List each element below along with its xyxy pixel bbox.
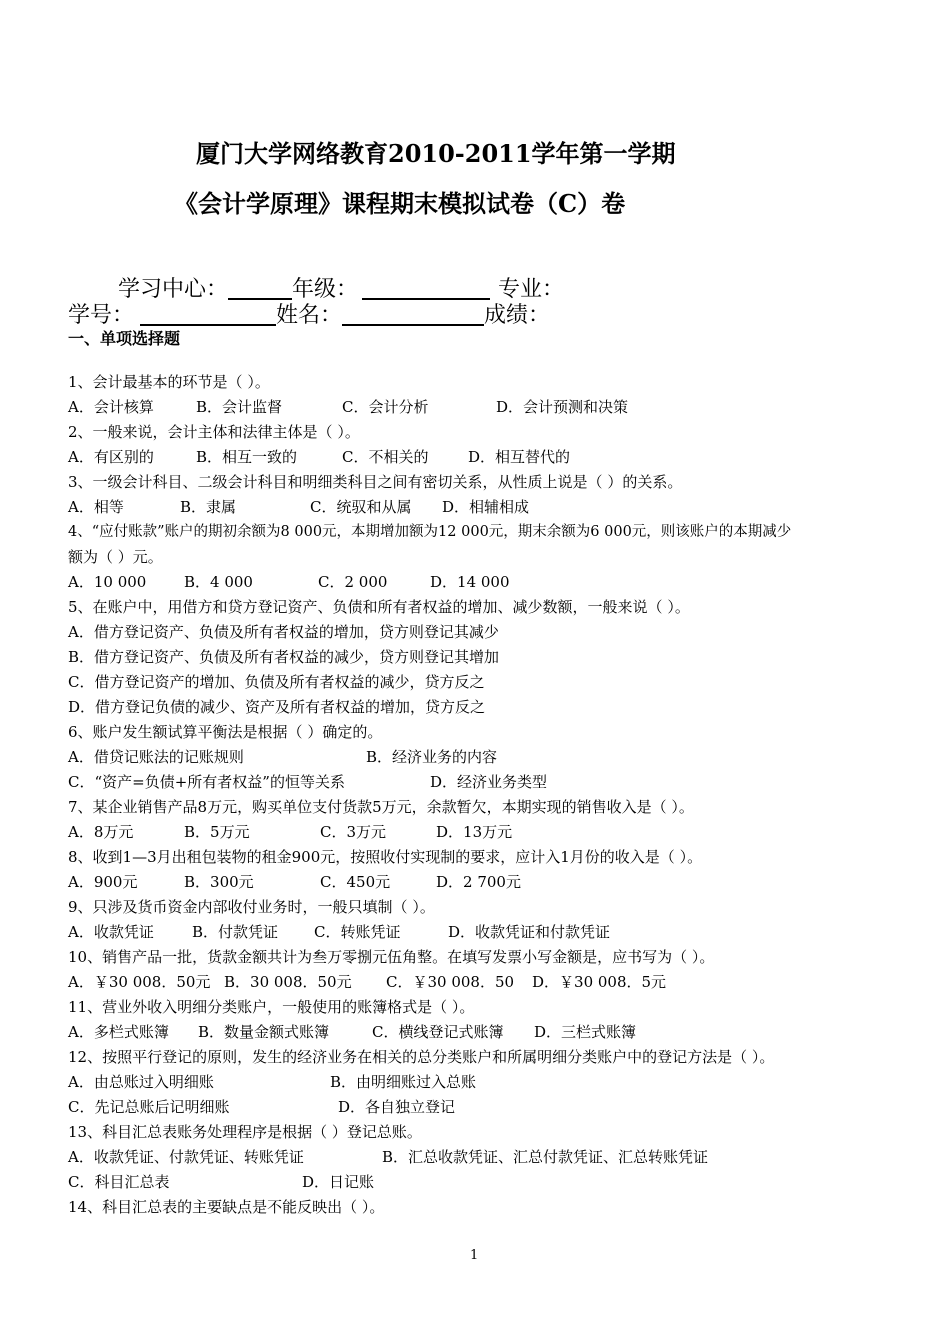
option-c: C．不相关的 [342, 448, 429, 466]
option-d: D．借方登记负债的减少、资产及所有者权益的增加，贷方反之 [68, 698, 486, 716]
option-b: B．300元 [184, 873, 254, 891]
option-a: A．会计核算 [68, 398, 154, 416]
option-d: D．会计预测和决策 [496, 398, 629, 416]
question-stem: 12、按照平行登记的原则，发生的经济业务在相关的总分类账户和所属明细分类账户中的登记方法是（ ）。 [68, 1048, 775, 1066]
grade-label: 年级： [292, 277, 359, 302]
option-d: D．2 700元 [436, 873, 521, 891]
question-stem: 4、“应付账款”账户的期初余额为8 000元，本期增加额为12 000元，期末余额为6 000元，则该账户的本期减少 [68, 524, 792, 540]
section-title: 一、单项选择题 [68, 329, 181, 348]
option-b: B．隶属 [180, 498, 237, 516]
question-list [68, 370, 898, 1220]
question-options [68, 920, 898, 945]
question-options [68, 1145, 898, 1170]
question-options [68, 820, 898, 845]
option-c: C．统驭和从属 [310, 498, 412, 516]
option-b: B．汇总收款凭证、汇总付款凭证、汇总转账凭证 [382, 1148, 709, 1166]
option-a: A．10 000 [68, 573, 147, 591]
score-label: 成绩： [484, 303, 551, 328]
question-options [68, 970, 898, 995]
option-d: D．各自独立登记 [338, 1098, 456, 1116]
option-b: B．由明细账过入总账 [330, 1073, 477, 1091]
question-stem: 9、只涉及货币资金内部收付业务时，一般只填制（ ）。 [68, 898, 435, 916]
option-c: C．￥30 008．50 [386, 973, 515, 991]
question-stem: 3、一级会计科目、二级会计科目和明细类科目之间有密切关系，从性质上说是（ ）的关系。 [68, 473, 683, 491]
option-b: B．4 000 [184, 573, 253, 591]
center-label: 学习中心： [118, 277, 229, 302]
option-b: B．相互一致的 [196, 448, 298, 466]
question-options [68, 1095, 898, 1120]
major-label: 专业： [498, 277, 565, 302]
option-c: C．2 000 [318, 573, 388, 591]
option-b: B．数量金额式账簿 [198, 1023, 330, 1041]
question-stem-continued: 额为（ ）元。 [68, 548, 163, 566]
option-a: A．8万元 [68, 823, 134, 841]
option-b: B．5万元 [184, 823, 250, 841]
question-stem: 11、营业外收入明细分类账户，一般使用的账簿格式是（ ）。 [68, 998, 475, 1016]
option-a: A．借贷记账法的记账规则 [68, 748, 244, 766]
option-a: A．借方登记资产、负债及所有者权益的增加，贷方则登记其减少 [68, 623, 499, 641]
page-number: 1 [470, 1248, 479, 1263]
option-d: D．13万元 [436, 823, 513, 841]
option-d: D．日记账 [302, 1173, 375, 1191]
option-a: A．相等 [68, 498, 124, 516]
grade-blank [362, 278, 490, 300]
question-options [68, 1170, 898, 1195]
question-stem: 5、在账户中，用借方和贷方登记资产、负债和所有者权益的增加、减少数额，一般来说（ ）。 [68, 598, 690, 616]
student-id-blank [140, 304, 276, 326]
question-stem: 10、销售产品一批，货款金额共计为叁万零捌元伍角整。在填写发票小写金额是，应书写为（ ）。 [68, 948, 715, 966]
question-stem: 6、账户发生额试算平衡法是根据（ ）确定的。 [68, 723, 383, 741]
option-a: A．收款凭证 [68, 923, 154, 941]
option-d: D．￥30 008．5元 [532, 973, 667, 991]
question-stem: 7、某企业销售产品8万元，购买单位支付货款5万元，余款暂欠，本期实现的销售收入是（ ）。 [68, 798, 694, 816]
option-d: D．收款凭证和付款凭证 [448, 923, 611, 941]
option-a: A．900元 [68, 873, 138, 891]
center-blank [228, 278, 292, 300]
question-stem: 2、一般来说，会计主体和法律主体是（ ）。 [68, 423, 360, 441]
option-c: C．3万元 [320, 823, 387, 841]
name-label: 姓名： [276, 303, 343, 328]
option-d: D．相辅相成 [442, 498, 530, 516]
question-options [68, 495, 898, 520]
option-b: B．会计监督 [196, 398, 283, 416]
option-c: C．“资产=负债+所有者权益”的恒等关系 [68, 773, 345, 791]
option-d: D．14 000 [430, 573, 510, 591]
option-b: B．经济业务的内容 [366, 748, 498, 766]
question-options [68, 870, 898, 895]
question-options [68, 745, 898, 770]
exam-title-line1: 厦门大学网络教育2010-2011学年第一学期 [196, 139, 676, 168]
question-stem: 14、科目汇总表的主要缺点是不能反映出（ ）。 [68, 1198, 385, 1216]
question-stem: 13、科目汇总表账务处理程序是根据（ ）登记总账。 [68, 1123, 422, 1141]
info-row-2 [68, 298, 550, 329]
option-b: B．借方登记资产、负债及所有者权益的减少，贷方则登记其增加 [68, 648, 500, 666]
option-a: A．由总账过入明细账 [68, 1073, 214, 1091]
name-blank [342, 304, 484, 326]
question-options [68, 570, 898, 595]
option-c: C．科目汇总表 [68, 1173, 170, 1191]
question-options [68, 395, 898, 420]
exam-title-line2: 《会计学原理》课程期末模拟试卷（C）卷 [174, 189, 626, 218]
option-d: D．经济业务类型 [430, 773, 548, 791]
option-a: A．收款凭证、付款凭证、转账凭证 [68, 1148, 304, 1166]
question-stem: 8、收到1—3月出租包装物的租金900元，按照收付实现制的要求，应计入1月份的收入是（ ）。 [68, 848, 703, 866]
question-options [68, 1070, 898, 1095]
option-a: A．有区别的 [68, 448, 154, 466]
option-c: C．转账凭证 [314, 923, 401, 941]
option-b: B．30 008．50元 [224, 973, 352, 991]
option-b: B．付款凭证 [192, 923, 279, 941]
option-c: C．先记总账后记明细账 [68, 1098, 230, 1116]
option-c: C．借方登记资产的增加、负债及所有者权益的减少，贷方反之 [68, 673, 485, 691]
option-d: D．三栏式账簿 [534, 1023, 637, 1041]
student-id-label: 学号： [68, 303, 135, 328]
option-d: D．相互替代的 [468, 448, 571, 466]
option-c: C．会计分析 [342, 398, 429, 416]
option-c: C．450元 [320, 873, 391, 891]
option-a: A．￥30 008．50元 [68, 973, 211, 991]
question-options [68, 770, 898, 795]
option-a: A．多栏式账簿 [68, 1023, 169, 1041]
question-options [68, 1020, 898, 1045]
option-c: C．横线登记式账簿 [372, 1023, 504, 1041]
question-options [68, 445, 898, 470]
question-stem: 1、会计最基本的环节是（ ）。 [68, 373, 270, 391]
